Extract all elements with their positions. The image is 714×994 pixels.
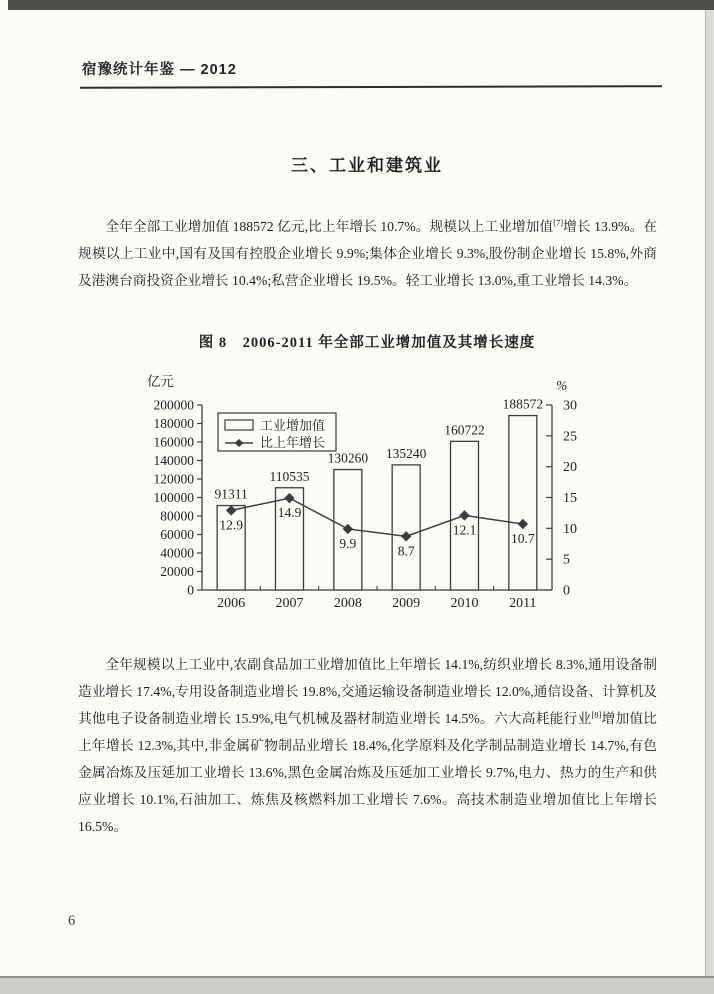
svg-text:30: 30: [563, 398, 577, 414]
left-axis-unit-label: 亿元: [147, 374, 174, 389]
footnote-marker-7: [7]: [553, 217, 564, 228]
svg-text:0: 0: [187, 582, 194, 598]
svg-text:80000: 80000: [160, 508, 194, 524]
page-number: 6: [68, 913, 76, 929]
svg-text:2007: 2007: [275, 596, 304, 611]
svg-text:110535: 110535: [269, 468, 310, 484]
svg-text:60000: 60000: [160, 527, 194, 542]
scan-border-top: [8, 0, 714, 10]
svg-text:2011: 2011: [509, 596, 537, 611]
svg-text:12.9: 12.9: [219, 517, 243, 533]
svg-text:10.7: 10.7: [511, 531, 535, 547]
svg-text:2008: 2008: [333, 596, 362, 611]
svg-text:180000: 180000: [153, 416, 194, 431]
svg-text:15: 15: [563, 491, 577, 506]
paragraph-text: 全年规模以上工业中,农副食品加工业增加值比上年增长 14.1%,纺织业增长 8.3%,通用设备制造业增长 17.4%,专用设备制造业增长 19.8%,交通运输设备制造业增长 12.0%,通信设备、计算机及其他电子设备制造业增长 15.9%,电气机械及器材制造业增长 14.5%。六大高耗能行业: [78, 656, 657, 726]
svg-text:40000: 40000: [160, 545, 194, 561]
svg-text:130260: 130260: [327, 450, 369, 466]
right-axis-unit-label: %: [556, 378, 568, 393]
scan-border-right: [705, 10, 714, 976]
svg-text:比上年增长: 比上年增长: [260, 435, 326, 450]
svg-text:20: 20: [563, 460, 577, 476]
paragraph-text: 增长 13.9%。在规模以上工业中,国有及国有控股企业增长 9.9%;集体企业增长 9.3%,股份制企业增长 15.8%,外商及港澳台商投资企业增长 10.4%;私营企业增长 19.5%。轻工业增长 13.0%,重工业增长 14.3%。: [78, 218, 658, 288]
header-rule: [80, 85, 662, 89]
bar-line-chart: [145, 393, 605, 635]
svg-text:120000: 120000: [153, 471, 194, 487]
svg-text:160722: 160722: [444, 422, 485, 438]
svg-text:2006: 2006: [217, 596, 246, 611]
paragraph-text: 增加值比上年增长 12.3%,其中,非金属矿物制品业增长 18.4%,化学原料及化学制品制造业增长 14.7%,有色金属冶炼及压延加工业增长 13.6%,黑色金属冶炼及压延加工业增长 9.7%,电力、热力的生产和供应业增长 10.1%,石油加工、炼焦及核燃料加工业增长 7.6%。高技术制造业增加值比上年增长 16.5%。: [78, 710, 657, 834]
svg-text:160000: 160000: [153, 434, 194, 450]
scan-border-bottom: [0, 976, 714, 994]
svg-text:9.9: 9.9: [339, 535, 357, 551]
svg-text:工业增加值: 工业增加值: [260, 418, 326, 433]
svg-text:8.7: 8.7: [397, 543, 415, 559]
svg-text:20000: 20000: [160, 564, 194, 579]
svg-text:10: 10: [563, 521, 577, 537]
svg-text:100000: 100000: [153, 490, 194, 505]
svg-text:135240: 135240: [385, 445, 427, 461]
footnote-marker-8: [8]: [591, 709, 602, 720]
svg-text:188572: 188572: [502, 396, 544, 412]
svg-text:25: 25: [563, 429, 577, 445]
paragraph-industry-detail: [78, 651, 657, 840]
svg-text:91311: 91311: [214, 486, 248, 502]
running-header: 宿豫统计年鉴 — 2012: [82, 62, 237, 78]
svg-text:0: 0: [563, 583, 570, 599]
svg-text:14.9: 14.9: [277, 505, 302, 521]
paragraph-industry-overview: [78, 213, 657, 294]
svg-text:200000: 200000: [153, 397, 194, 413]
paragraph-text: 全年全部工业增加值 188572 亿元,比上年增长 10.7%。规模以上工业增加值: [105, 218, 554, 234]
svg-text:2009: 2009: [392, 596, 421, 611]
svg-text:140000: 140000: [153, 453, 194, 468]
figure-caption: 图 8 2006-2011 年全部工业增加值及其增长速度: [198, 335, 536, 351]
svg-text:5: 5: [563, 552, 570, 568]
section-title: 三、工业和建筑业: [291, 156, 443, 175]
svg-text:2010: 2010: [450, 596, 479, 611]
svg-text:12.1: 12.1: [452, 522, 477, 538]
